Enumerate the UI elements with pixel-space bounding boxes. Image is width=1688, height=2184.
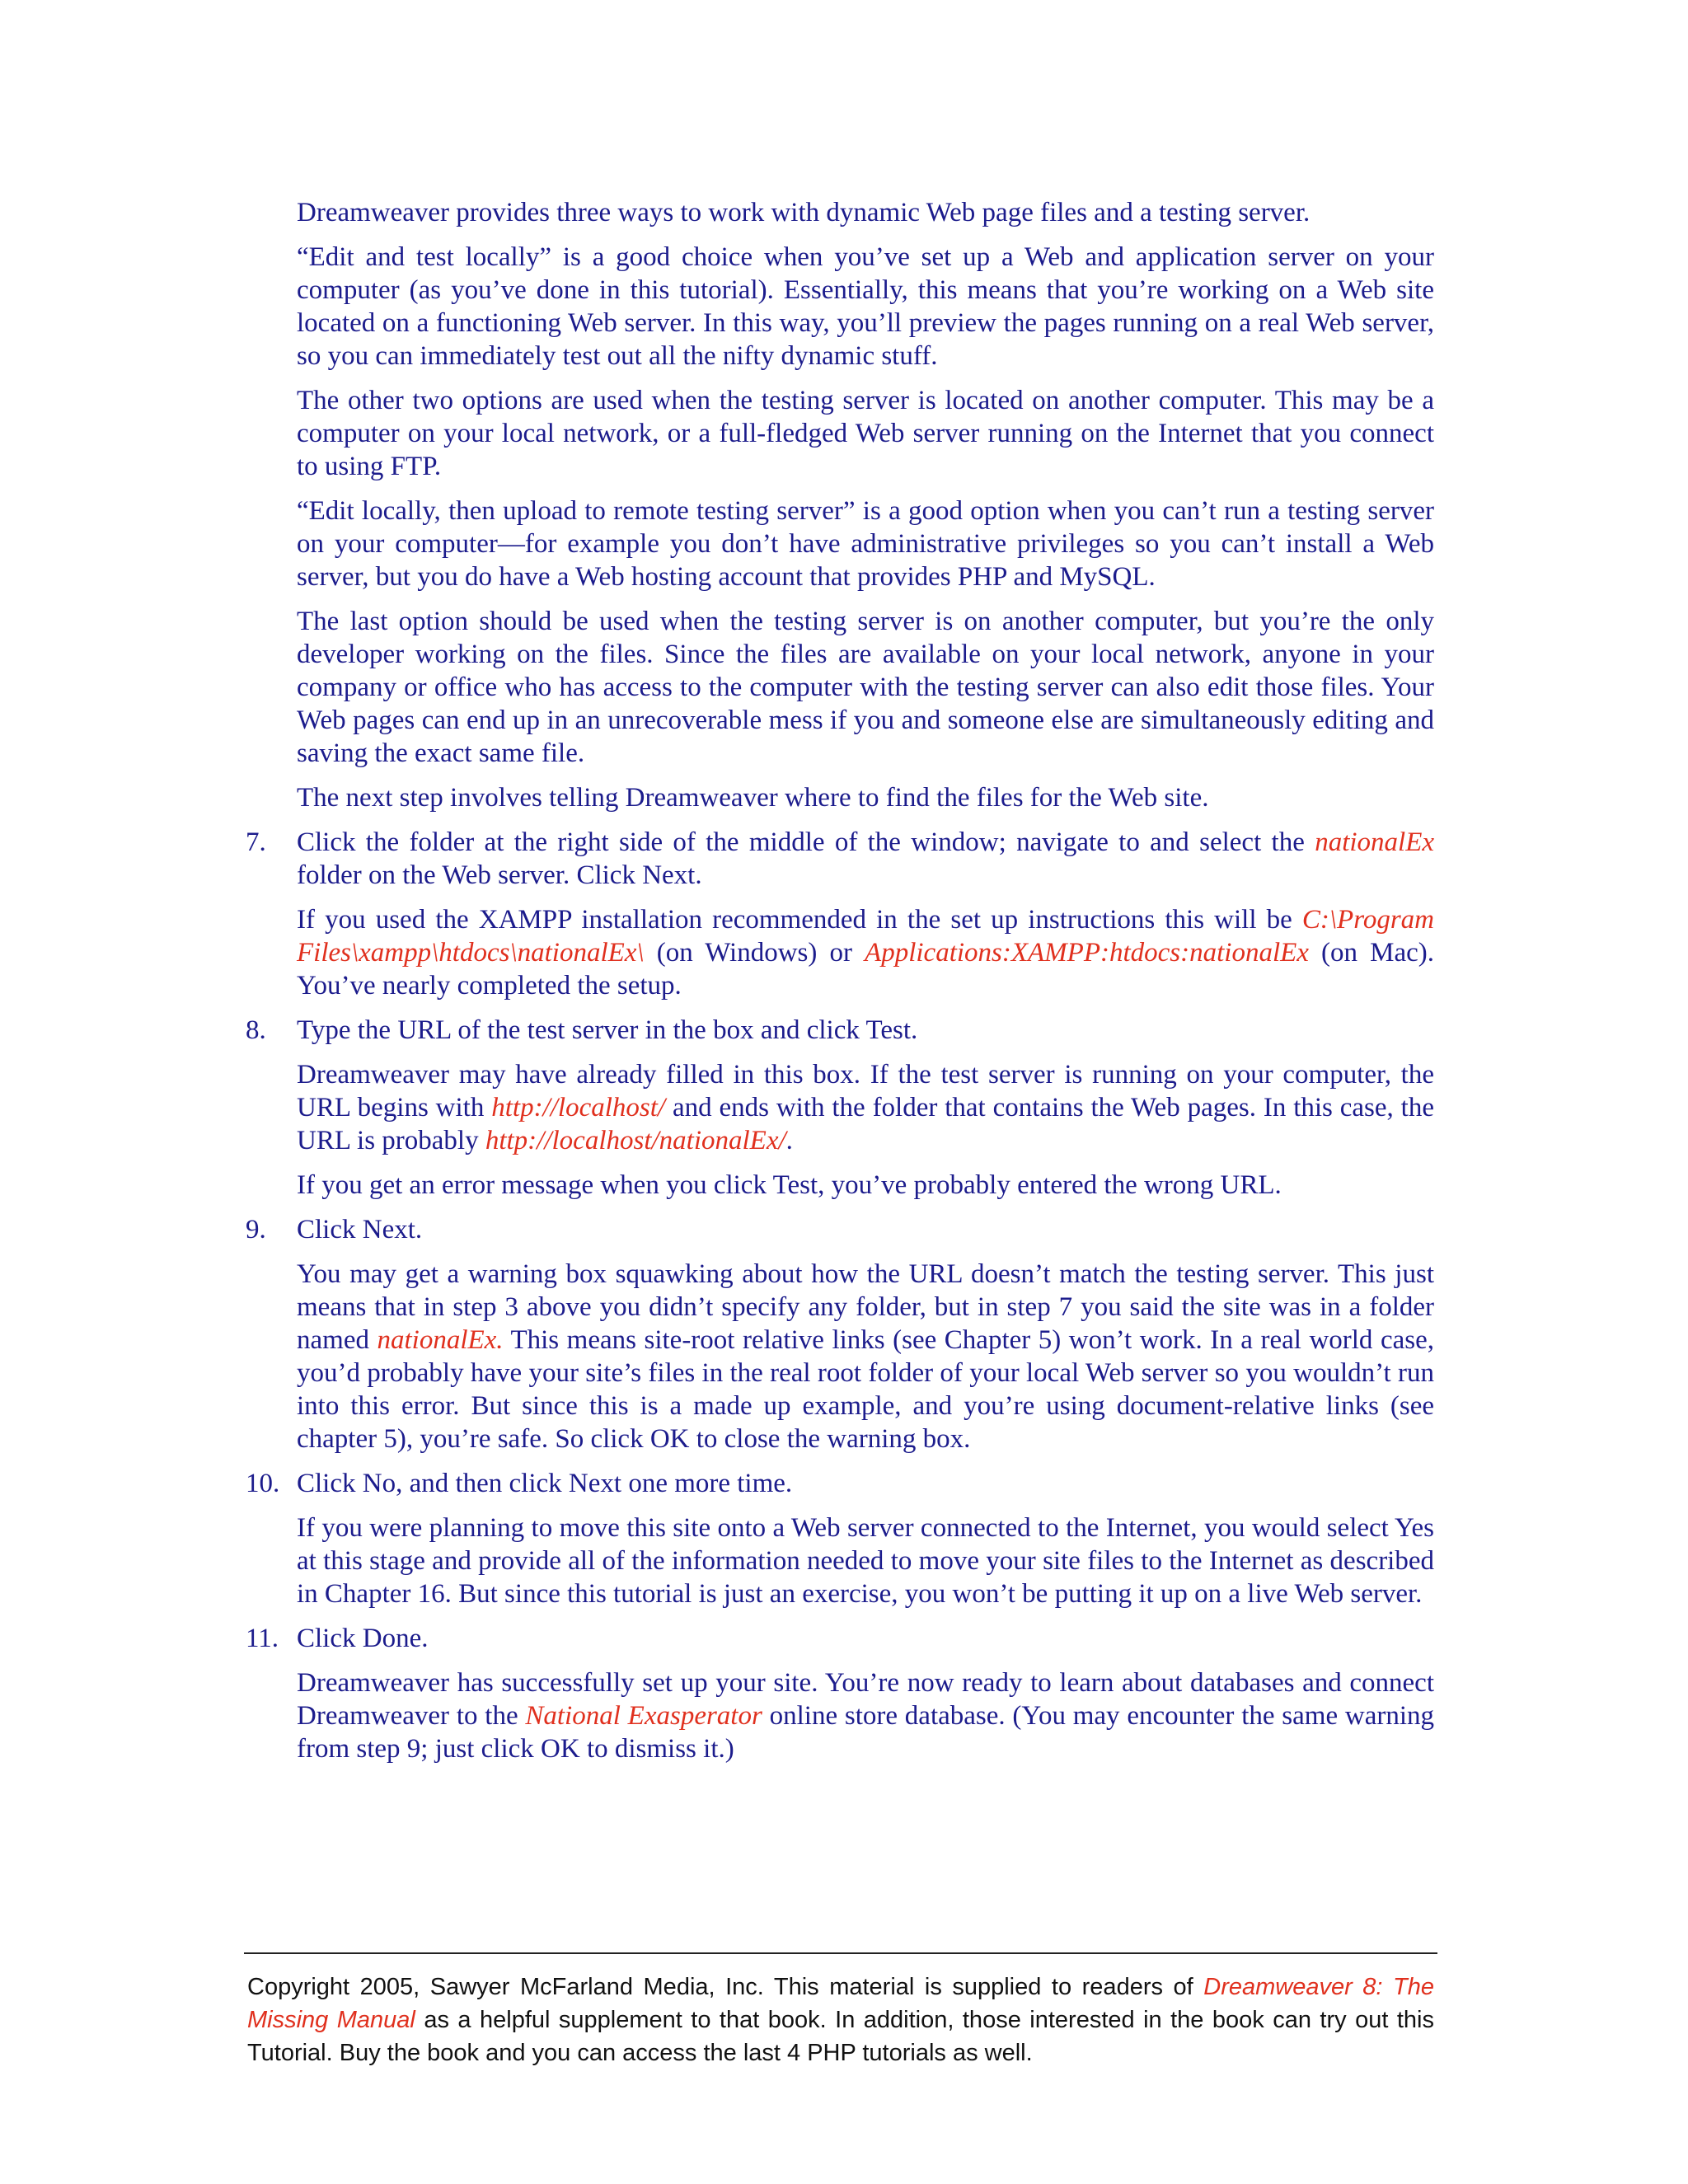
step-number: 7.	[246, 827, 266, 857]
step-8-note-2: If you get an error message when you click Test, you’ve probably entered the wrong URL.	[297, 1170, 1282, 1200]
paragraph-edit-test-locally: “Edit and test locally” is a good choice when you’ve set up a Web and application server on your computer (as you’ve done in this tutorial). Essentially, this means that you’re working on a Web site located on a functioning Web server. In this way, you’ll preview the pages running on a real Web server, so you can immediately test out all the nifty dynamic stuff.	[297, 242, 1434, 371]
paragraph-intro: Dreamweaver provides three ways to work with dynamic Web page files and a testing server.	[297, 198, 1311, 227]
tutorial-body	[246, 196, 1435, 1777]
step-number: 10.	[246, 1469, 280, 1498]
site-url: http://localhost/nationalEx/	[485, 1126, 786, 1155]
store-name: National Exasperator	[525, 1701, 762, 1731]
mac-path: Applications:XAMPP:htdocs:nationalEx	[865, 938, 1309, 968]
step-8: 8. Type the URL of the test server in the box and click Test.	[246, 1015, 918, 1045]
step-11: 11. Click Done.	[246, 1624, 429, 1653]
footer-divider	[244, 1952, 1437, 1954]
windows-path: C:\Program Files\xampp\htdocs\nationalEx\	[297, 905, 1434, 968]
copyright-footer	[247, 1971, 1434, 2069]
step-7-note: If you used the XAMPP installation recommended in the set up instructions this will be C:\Program Files\xampp\htdocs\nationalEx\ (on Windows) or Applications:XAMPP:htdocs:nationalEx (on Mac). You’ve nearly completed the setup.	[297, 905, 1434, 1001]
paragraph-next-step: The next step involves telling Dreamweaver where to find the files for the Web site.	[297, 783, 1209, 813]
step-number: 9.	[246, 1215, 266, 1244]
paragraph-other-options: The other two options are used when the testing server is located on another computer. This may be a computer on your local network, or a full-fledged Web server running on the Internet that you connect to using FTP.	[297, 386, 1434, 481]
step-9: 9. Click Next.	[246, 1215, 423, 1244]
step-9-note: You may get a warning box squawking about how the URL doesn’t match the testing server. This just means that in step 3 above you didn’t specify any folder, but in step 7 you said the site was in a folder named nationalEx. This means site-root relative links (see Chapter 5) won’t work. In a real world case, you’d probably have your site’s files in the real root folder of your local Web server so you wouldn’t run into this error. But since this is a made up example, and you’re using document-relative links (see chapter 5), you’re safe. So click OK to close the warning box.	[297, 1259, 1434, 1454]
localhost-url: http://localhost/	[491, 1093, 666, 1122]
paragraph-last-option: The last option should be used when the testing server is on another computer, but you’re the only developer working on the files. Since the files are available on your local network, anyone in your company or office who has access to the computer with the testing server can also edit those files. Your Web pages can end up in an unrecoverable mess if you and someone else are simultaneously editing and saving the exact same file.	[297, 607, 1434, 768]
step-number: 8.	[246, 1015, 266, 1045]
copyright-text: Copyright 2005, Sawyer McFarland Media, Inc. This material is supplied to readers of Dreamweaver 8: The Missing Manual as a helpful supplement to that book. In addition, those interested in the book can try out this Tutorial. Buy the book and you can access the last 4 PHP tutorials as well.	[247, 1974, 1434, 2066]
step-10: 10. Click No, and then click Next one more time.	[246, 1469, 793, 1498]
folder-name: nationalEx	[1315, 827, 1434, 857]
book-title: Dreamweaver 8: The Missing Manual	[247, 1974, 1434, 2033]
step-8-note: Dreamweaver may have already filled in this box. If the test server is running on your computer, the URL begins with http://localhost/ and ends with the folder that contains the Web pages. In this case, the URL is probably http://localhost/nationalEx/.	[297, 1060, 1434, 1155]
step-number: 11.	[246, 1624, 279, 1653]
step-11-note: Dreamweaver has successfully set up your site. You’re now ready to learn about databases and connect Dreamweaver to the National Exasperator online store database. (You may encounter the same warning from step 9; just click OK to dismiss it.)	[297, 1668, 1435, 1764]
step-7: 7. Click the folder at the right side of the middle of the window; navigate to and select the nationalEx folder on the Web server. Click Next.	[246, 827, 1434, 890]
folder-name: nationalEx.	[377, 1325, 504, 1355]
paragraph-edit-locally-upload: “Edit locally, then upload to remote testing server” is a good option when you can’t run a testing server on your computer—for example you don’t have administrative privileges so you can’t install a Web server, but you do have a Web hosting account that provides PHP and MySQL.	[297, 496, 1434, 592]
step-10-note: If you were planning to move this site onto a Web server connected to the Internet, you would select Yes at this stage and provide all of the information needed to move your site files to the Internet as described in Chapter 16. But since this tutorial is just an exercise, you won’t be putting it up on a live Web server.	[297, 1513, 1434, 1609]
